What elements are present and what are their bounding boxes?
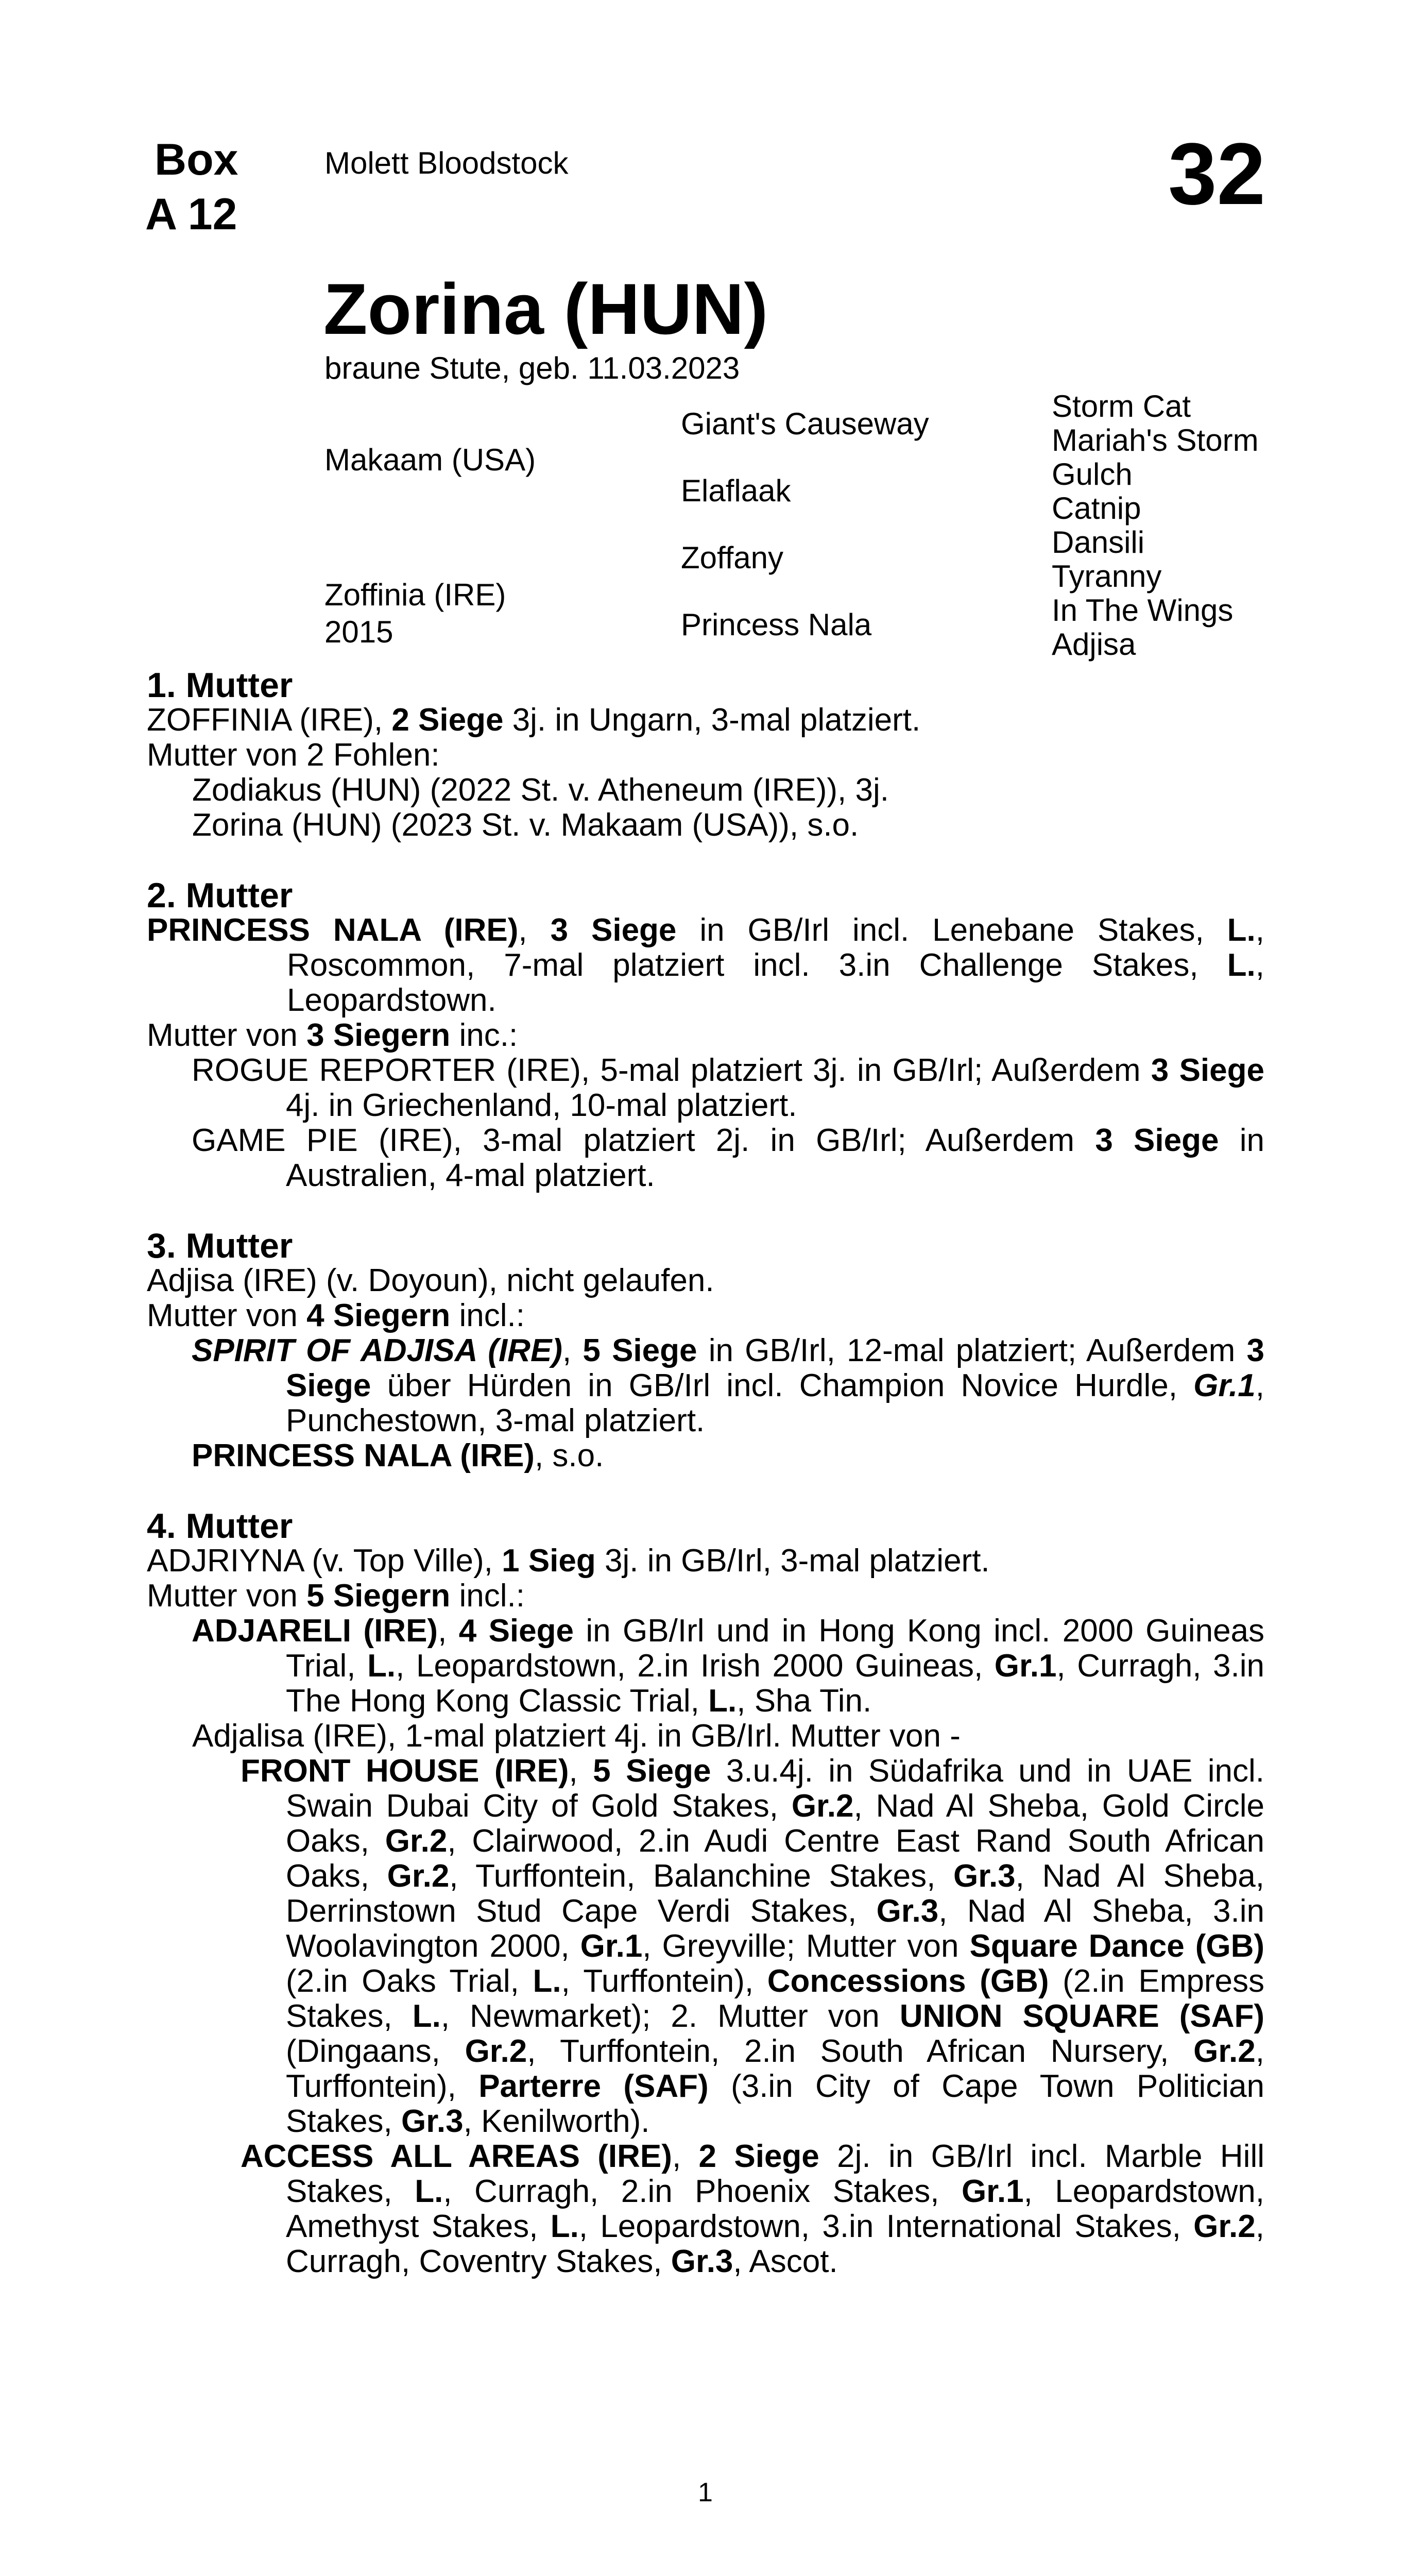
section-second-dam — [147, 878, 1264, 1193]
horse-name: Zorina (HUN) — [323, 268, 768, 349]
pedigree-great-grandparent: Dansili — [1052, 525, 1145, 560]
pedigree-great-grandparent: Storm Cat — [1052, 389, 1191, 423]
produce-entry: Adjalisa (IRE), 1-mal platziert 4j. in GB/Irl. Mutter von - — [192, 1718, 961, 1754]
produce-entry: ROGUE REPORTER (IRE), 5-mal platziert 3j. in GB/Irl; Außerdem 3 Siege 4j. in Griechenland, 10-mal platziert. — [192, 1053, 1264, 1123]
section-fourth-dam — [147, 1506, 1265, 2279]
pedigree-grandparent: Elaflaak — [681, 473, 791, 508]
pedigree-sire: Makaam (USA) — [324, 443, 536, 477]
pedigree-great-grandparent: Tyranny — [1052, 559, 1162, 594]
produce-entry: SPIRIT OF ADJISA (IRE), 5 Siege in GB/Irl, 12-mal platziert; Außerdem 3 Siege über Hürden in GB/Irl incl. Champion Novice Hurdle, Gr.1, Punchestown, 3-mal platziert. — [192, 1333, 1265, 1438]
produce-entry: ACCESS ALL AREAS (IRE), 2 Siege 2j. in GB/Irl incl. Marble Hill Stakes, L., Curragh, 2.in Phoenix Stakes, Gr.1, Leopardstown, Amethyst Stakes, L., Leopardstown, 3.in International Stakes, Gr.2, Curragh, Coventry Stakes, Gr.3, Ascot. — [241, 2139, 1264, 2279]
section-title: 2. Mutter — [147, 876, 293, 915]
produce-entry: GAME PIE (IRE), 3-mal platziert 2j. in GB/Irl; Außerdem 3 Siege in Australien, 4-mal platziert. — [192, 1123, 1265, 1193]
pedigree-dam-year: 2015 — [324, 615, 393, 649]
pedigree-great-grandparent: Adjisa — [1052, 627, 1136, 662]
pedigree-great-grandparent: Gulch — [1052, 457, 1133, 492]
dam-line — [147, 668, 1264, 2314]
pedigree-dam: Zoffinia (IRE) — [324, 578, 506, 612]
page-number: 1 — [698, 2478, 713, 2507]
produce-intro: Mutter von 5 Siegern incl.: — [147, 1578, 525, 1614]
produce-entry: FRONT HOUSE (IRE), 5 Siege 3.u.4j. in Südafrika und in UAE incl. Swain Dubai City of Gold Stakes, Gr.2, Nad Al Sheba, Gold Circle Oaks, Gr.2, Clairwood, 2.in Audi Centre East Rand South African Oaks, Gr.2, Turffontein, Balanchine Stakes, Gr.3, Nad Al Sheba, Derrinstown Stud Cape Verdi Stakes, Gr.3, Nad Al Sheba, 3.in Woolavington 2000, Gr.1, Greyville; Mutter von Square Dance (GB) (2.in Oaks Trial, L., Turffontein), Concessions (GB) (2.in Empress Stakes, L., Newmarket); 2. Mutter von UNION SQUARE (SAF) (Dingaans, Gr.2, Turffontein, 2.in South African Nursery, Gr.2, Turffontein), Parterre (SAF) (3.in City of Cape Town Politician Stakes, Gr.3, Kenilworth). — [241, 1753, 1265, 2139]
section-third-dam — [147, 1228, 1264, 1473]
pedigree-great-grandparent: Catnip — [1052, 491, 1141, 526]
box-number: A 12 — [145, 190, 237, 239]
section-first-dam — [147, 668, 1264, 843]
pedigree-grandparent: Giant's Causeway — [681, 406, 929, 441]
dam-record: ZOFFINIA (IRE), 2 Siege 3j. in Ungarn, 3-mal platziert. — [147, 702, 921, 738]
breeder: Molett Bloodstock — [324, 146, 569, 180]
produce-intro: Mutter von 4 Siegern incl.: — [147, 1298, 525, 1333]
produce-intro: Mutter von 2 Fohlen: — [147, 737, 440, 773]
pedigree-grandparent: Zoffany — [681, 540, 784, 575]
pedigree-grandparent: Princess Nala — [681, 607, 872, 642]
pedigree-great-grandparent: In The Wings — [1052, 593, 1234, 628]
produce-intro: Mutter von 3 Siegern inc.: — [147, 1018, 518, 1053]
lot-number: 32 — [1168, 125, 1266, 223]
horse-description: braune Stute, geb. 11.03.2023 — [324, 351, 740, 385]
dam-record: PRINCESS NALA (IRE), 3 Siege in GB/Irl incl. Lenebane Stakes, L., Roscommon, 7-mal platziert incl. 3.in Challenge Stakes, L., Leopardstown. — [147, 912, 1264, 1018]
dam-record: ADJRIYNA (v. Top Ville), 1 Sieg 3j. in GB/Irl, 3-mal platziert. — [147, 1543, 990, 1579]
produce-entry: Zorina (HUN) (2023 St. v. Makaam (USA)), s.o. — [192, 807, 859, 843]
box-label: Box — [155, 135, 238, 184]
produce-entry: PRINCESS NALA (IRE), s.o. — [192, 1438, 604, 1473]
produce-entry: ADJARELI (IRE), 4 Siege in GB/Irl und in Hong Kong incl. 2000 Guineas Trial, L., Leopardstown, 2.in Irish 2000 Guineas, Gr.1, Curragh, 3.in The Hong Kong Classic Trial, L., Sha Tin. — [192, 1613, 1265, 1719]
section-title: 4. Mutter — [147, 1506, 293, 1546]
pedigree-great-grandparent: Mariah's Storm — [1052, 423, 1259, 457]
section-title: 1. Mutter — [147, 666, 293, 705]
section-title: 3. Mutter — [147, 1226, 293, 1265]
dam-record: Adjisa (IRE) (v. Doyoun), nicht gelaufen. — [147, 1263, 714, 1298]
produce-entry: Zodiakus (HUN) (2022 St. v. Atheneum (IRE)), 3j. — [192, 772, 889, 808]
